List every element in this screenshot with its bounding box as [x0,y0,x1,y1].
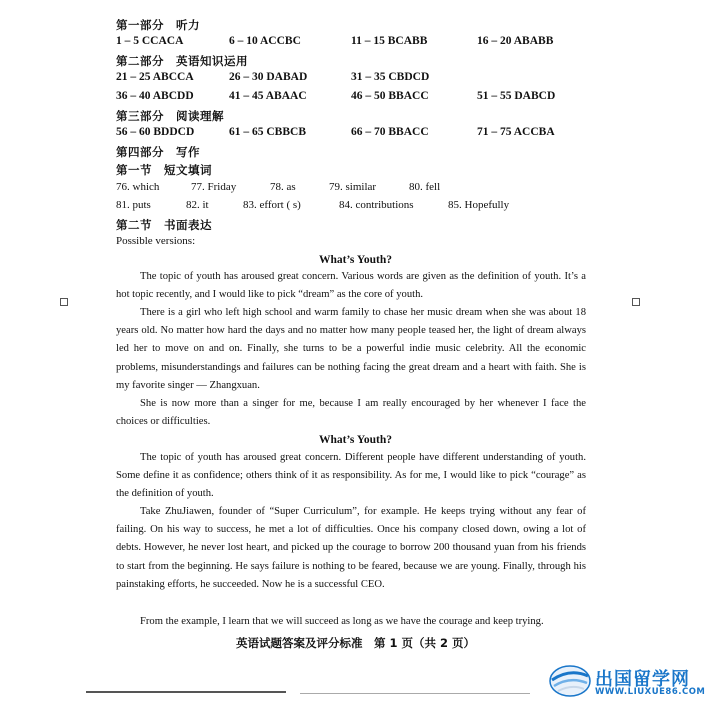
answer-group: 51 – 55 DABCD [477,90,556,102]
essay-paragraph: The topic of youth has aroused great concern. Different people have different understanding of youth. Some define it as confidence; others think of it as responsibility. As for me, I would like to pick “courage” as the definition of youth. [116,452,586,500]
section1-title: 第一节 短文填词 [116,163,212,177]
answer-group: 1 – 5 CCACA [116,35,184,47]
watermark-url: WWW.LIUXUE86.COM [595,687,706,697]
registration-mark [60,298,68,306]
watermark-logo [548,663,708,700]
essay-paragraph: Take ZhuJiawen, founder of “Super Curriculum”, for example. He keeps trying without any fear of failing. On his way to success, he met a lot of difficulties. Once his company closed down, owing a lot of debts. However, he never lost heart, and picked up the courage to borrow 200 thousand yuan from his friends to start from the beginning. He says failure is nothing to be feared, because we are young. Finally, through his painstaking efforts, he succeeded. Now he is a successful CEO. [116,506,586,590]
answer-group: 31 – 35 CBDCD [351,71,430,83]
answer-group: 66 – 70 BBACC [351,126,429,138]
cloze-answer-row [116,199,536,214]
answer-group: 46 – 50 BBACC [351,90,429,102]
cloze-answer: 78. as [270,181,296,193]
answer-group: 61 – 65 CBBCB [229,126,306,138]
cloze-answer: 79. similar [329,181,377,193]
scan-edge-line [300,693,530,694]
part4-title: 第四部分 写作 [116,145,200,159]
answer-group: 71 – 75 ACCBA [477,126,555,138]
globe-logo-icon [548,664,592,698]
cloze-answer: 77. Friday [191,181,237,193]
answer-group: 21 – 25 ABCCA [116,71,194,83]
cloze-answer: 76. which [116,181,160,193]
part3-title: 第三部分 阅读理解 [116,109,224,123]
essay-paragraph: She is now more than a singer for me, because I am really encouraged by her whenever I face the choices or difficulties. [116,398,586,428]
section2-title: 第二节 书面表达 [116,218,212,232]
page-footer: 英语试题答案及评分标准 第 1 页（共 2 页） [235,636,476,650]
answer-group: 6 – 10 ACCBC [229,35,301,47]
cloze-answer: 83. effort ( s) [243,199,301,211]
cloze-answer: 80. fell [409,181,441,193]
answer-group: 36 – 40 ABCDD [116,90,194,102]
cloze-answer: 82. it [186,199,209,211]
essay-paragraph: From the example, I learn that we will succeed as long as we have the courage and keep trying. [140,616,544,627]
essay-title: What’s Youth? [319,434,392,446]
cloze-answer: 84. contributions [339,199,414,211]
cloze-answer: 85. Hopefully [448,199,510,211]
answer-group: 26 – 30 DABAD [229,71,308,83]
part2-title: 第二部分 英语知识运用 [116,54,248,68]
answer-group: 56 – 60 BDDCD [116,126,195,138]
essay-paragraph: The topic of youth has aroused great concern. Various words are given as the definition of youth. It’s a hot topic recently, and I would like to pick “dream” as the core of youth. [116,271,586,301]
answer-group: 41 – 45 ABAAC [229,90,307,102]
possible-versions-label: Possible versions: [116,235,196,247]
essay-title: What’s Youth? [319,254,392,266]
watermark-name: 出国留学网 [595,669,690,690]
registration-mark [632,298,640,306]
answer-group: 11 – 15 BCABB [351,35,428,47]
essay-paragraph: There is a girl who left high school and warm family to chase her music dream when she was about 18 years old. No matter how hard the days and no matter how many people teased her, the light of dream always led her to move on and on. Finally, she turns to be a powerful indie music celebrity. All the economic problems, misunderstandings and failures can be nothing facing the great dream and a heart with faith. She is my favorite singer — Zhangxuan. [116,307,586,391]
part1-title: 第一部分 听力 [116,18,200,32]
cloze-answer-row [116,181,516,196]
answer-group: 16 – 20 ABABB [477,35,554,47]
scan-edge-line [86,691,286,693]
cloze-answer: 81. puts [116,199,151,211]
